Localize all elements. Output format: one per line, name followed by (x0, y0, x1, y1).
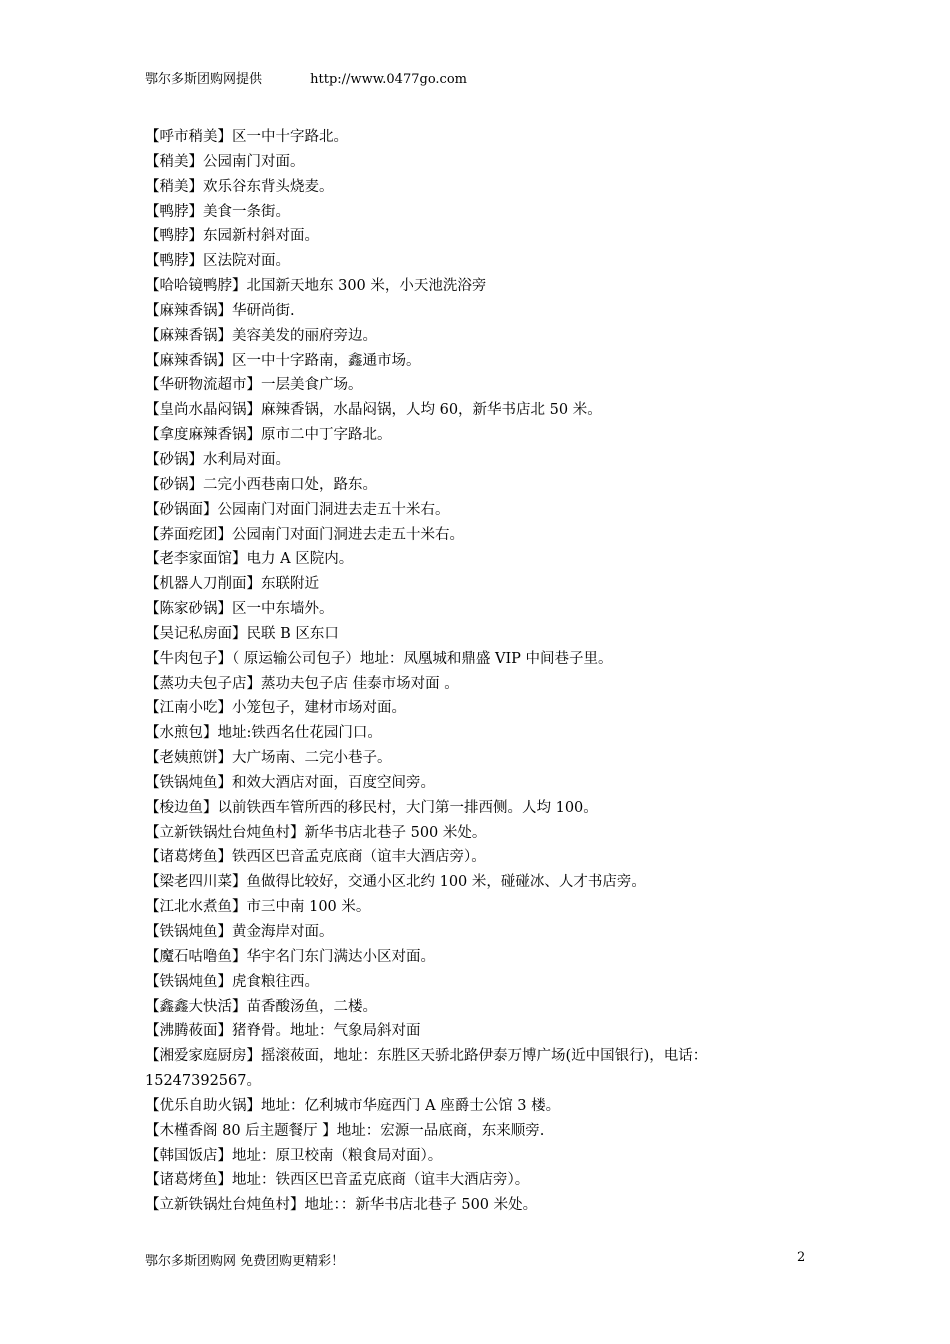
restaurant-entry: 【梭边鱼】以前铁西车管所西的移民村，大门第一排西侧。人均 100。 (145, 799, 598, 816)
restaurant-entry: 【鸭脖】美食一条街。 (145, 203, 290, 220)
restaurant-entry: 【华研物流超市】一层美食广场。 (145, 377, 363, 394)
restaurant-entry: 【麻辣香锅】华研尚街. (145, 302, 295, 319)
restaurant-entry: 15247392567。 (145, 1073, 261, 1090)
header-provider: 鄂尔多斯团购网提供 (145, 72, 263, 87)
restaurant-entry: 【湘爱家庭厨房】摇滚莜面，地址：东胜区天骄北路伊泰万博广场(近中国银行)，电话： (145, 1048, 708, 1065)
restaurant-entry: 【诸葛烤鱼】地址：铁西区巴音孟克底商（谊丰大酒店旁）。 (145, 1172, 530, 1189)
restaurant-entry: 【拿度麻辣香锅】原市二中丁字路北。 (145, 427, 392, 444)
restaurant-entry: 【哈哈镜鸭脖】北国新天地东 300 米，小天池洗浴旁 (145, 278, 487, 295)
restaurant-entry: 【稍美】欢乐谷东背头烧麦。 (145, 178, 334, 195)
restaurant-entry: 【砂锅】二完小西巷南口处，路东。 (145, 476, 377, 493)
restaurant-entry: 【老姨煎饼】大广场南、二完小巷子。 (145, 750, 392, 767)
restaurant-entry: 【呼市稍美】区一中十字路北。 (145, 129, 348, 145)
restaurant-entry: 【优乐自助火锅】地址：亿利城市华庭西门 A 座爵士公馆 3 楼。 (145, 1097, 561, 1114)
restaurant-entry: 【麻辣香锅】美容美发的丽府旁边。 (145, 327, 377, 344)
restaurant-entry: 【铁锅炖鱼】黄金海岸对面。 (145, 924, 334, 940)
restaurant-entry: 【荞面疙团】公园南门对面门洞进去走五十米右。 (145, 526, 464, 543)
restaurant-entry: 【江北水煮鱼】市三中南 100 米。 (145, 899, 371, 916)
footer-slogan: 鄂尔多斯团购网 免费团购更精彩！ (145, 1254, 345, 1269)
restaurant-entry: 【梁老四川菜】鱼做得比较好，交通小区北约 100 米，碰碰冰、人才书店旁。 (145, 874, 646, 891)
restaurant-entry: 【皇尚水晶闷锅】麻辣香锅，水晶闷锅，人均 60，新华书店北 50 米。 (145, 402, 602, 419)
restaurant-entry: 【立新铁锅灶台炖鱼村】地址：：新华书店北巷子 500 米处。 (145, 1197, 538, 1214)
restaurant-entry: 【韩国饭店】地址：原卫校南（粮食局对面）。 (145, 1147, 443, 1164)
restaurant-entry: 【陈家砂锅】区一中东墙外。 (145, 601, 334, 618)
document-body (145, 125, 815, 1218)
restaurant-entry: 【铁锅炖鱼】虎食粮往西。 (145, 973, 319, 990)
restaurant-entry: 【蒸功夫包子店】蒸功夫包子店 佳泰市场对面 。 (145, 675, 459, 692)
page-header (145, 68, 467, 87)
page-number: 2 (797, 1250, 806, 1265)
restaurant-entry: 【稍美】公园南门对面。 (145, 153, 305, 170)
restaurant-entry: 【鸭脖】东园新村斜对面。 (145, 228, 319, 245)
restaurant-entry: 【木槿香阁 80 后主题餐厅 】地址：宏源一品底商，东来顺旁. (145, 1122, 545, 1139)
restaurant-entry: 【魔石咕噜鱼】华宇名门东门满达小区对面。 (145, 948, 435, 965)
restaurant-entry: 【机器人刀削面】东联附近 (145, 576, 319, 593)
restaurant-entry: 【老李家面馆】电力 A 区院内。 (145, 551, 354, 568)
restaurant-entry: 【水煎包】地址:铁西名仕花园门口。 (145, 725, 382, 742)
restaurant-entry: 【砂锅面】公园南门对面门洞进去走五十米右。 (145, 501, 450, 518)
restaurant-entry: 【江南小吃】小笼包子，建材市场对面。 (145, 700, 406, 717)
restaurant-entry: 【吴记私房面】民联 B 区东口 (145, 625, 339, 642)
header-url-link[interactable]: http://www.0477go.com (310, 72, 467, 87)
restaurant-entry: 【铁锅炖鱼】和效大酒店对面，百度空间旁。 (145, 774, 435, 791)
restaurant-entry: 【沸腾莜面】猪脊骨。地址：气象局斜对面 (145, 1023, 421, 1040)
restaurant-entry: 【麻辣香锅】区一中十字路南，鑫通市场。 (145, 352, 421, 369)
restaurant-entry: 【砂锅】水利局对面。 (145, 451, 290, 468)
restaurant-entry: 【鑫鑫大快活】苗香酸汤鱼，二楼。 (145, 998, 377, 1015)
restaurant-entry: 【立新铁锅灶台炖鱼村】新华书店北巷子 500 米处。 (145, 824, 487, 841)
restaurant-entry: 【牛肉包子】（ 原运输公司包子）地址：凤凰城和鼎盛 VIP 中间巷子里。 (145, 650, 613, 667)
restaurant-entry: 【诸葛烤鱼】铁西区巴音孟克底商（谊丰大酒店旁）。 (145, 849, 486, 866)
restaurant-entry: 【鸭脖】区法院对面。 (145, 253, 290, 270)
